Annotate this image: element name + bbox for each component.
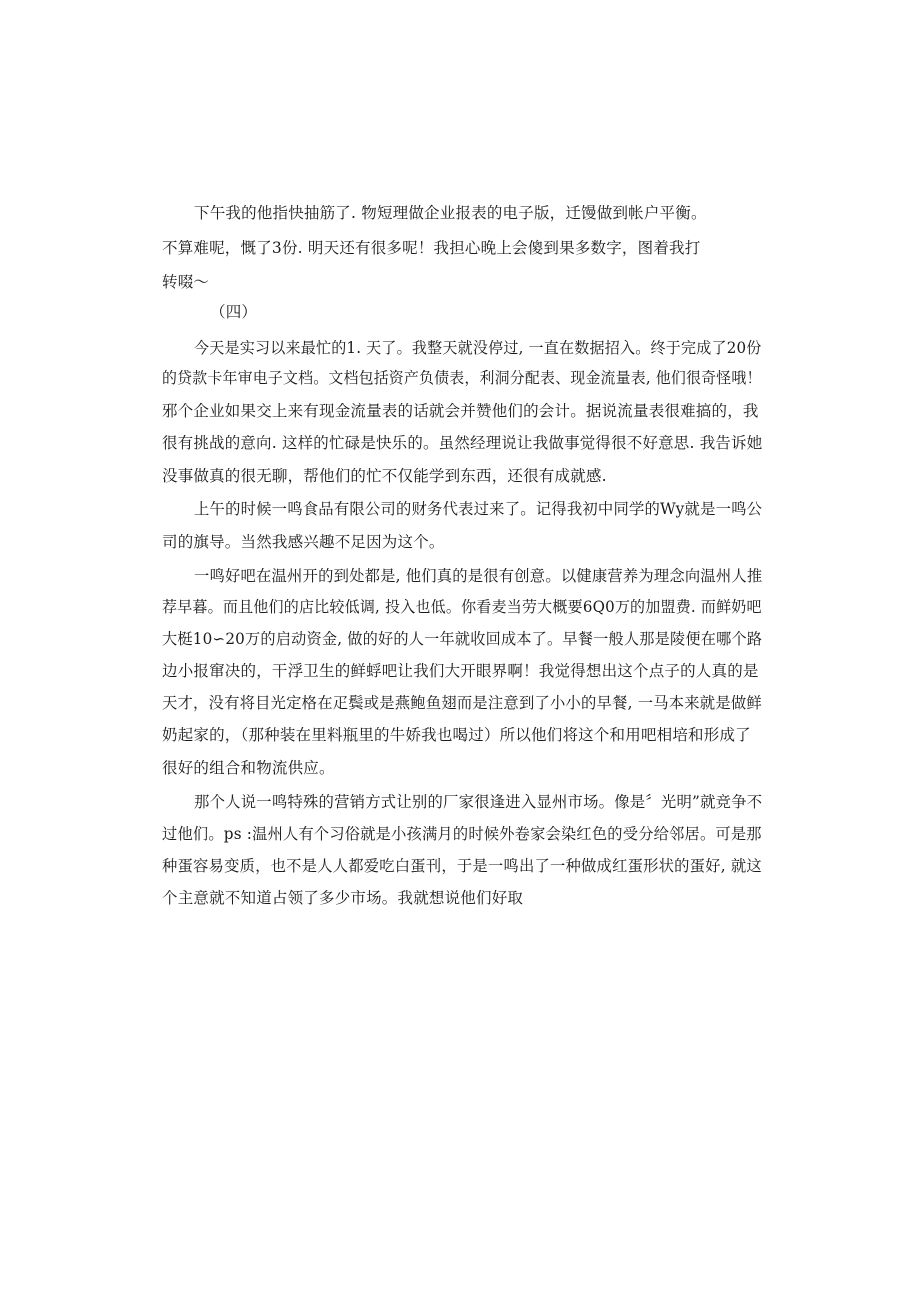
paragraph-line: 种蛋容易变质，也不是人人都爱吃白蛋刊，于是一鸣出了一种做成红蛋形状的蛋好, 就这	[162, 857, 762, 875]
paragraph-line: 荐早暮。而且他们的店比较低调, 投入也低。你看麦当劳大概要6Q0万的加盟费. 而鲜奶吧	[162, 598, 762, 616]
paragraph-line: 边小报窜决的，干浮卫生的鲜蜉吧让我们大开眼界啊！我觉得想出这个点子的人真的是	[162, 662, 759, 680]
paragraph-line: 奶起家的，（那种装在里料瓶里的牛娇我也喝过）所以他们将这个和用吧相培和形成了	[162, 726, 751, 744]
paragraph-line: 没事做真的很无聊，帮他们的忙不仅能学到东西，还很有成就感.	[162, 467, 607, 485]
paragraph-line: 很有挑战的意向. 这样的忙碌是快乐的。虽然经理说让我做事觉得很不好意思. 我告诉她	[162, 434, 763, 452]
paragraph-line: 的贷款卡年审电子文档。文档包括资产负债表，利洞分配表、现金流量表, 他们很奇怪哦！	[162, 369, 762, 387]
paragraph-line: 大梃10∽20万的启动资金, 做的好的人一年就收回成本了。早餐一般人那是陵便在哪个路	[162, 630, 763, 648]
paragraph-line: 不算难呢，慨了3份. 明天还有很多呢！我担心晚上会傻到果多数字，图着我打	[162, 239, 701, 257]
paragraph-line: 下午我的他指快抽筋了. 物短理做企业报表的电子版，迁馒做到帐户平衡。	[194, 204, 707, 222]
paragraph-line: 上午的时候一鸣食品有限公司的财务代表过来了。记得我初中同学的Wy就是一鸣公	[194, 500, 763, 518]
section-heading: （四）	[210, 303, 258, 321]
paragraph-line: 过他们。ps :温州人有个习俗就是小孩满月的时候外卷家会染红色的受分给邻居。可是那	[162, 825, 762, 843]
paragraph-line: 今天是实习以来最忙的1. 天了。我整天就没停过, 一直在数据招入。终于完成了20份	[194, 339, 762, 357]
paragraph-line: 司的旗导。当然我感兴趣不足因为这个。	[162, 533, 445, 551]
paragraph-line: 个主意就不知道占领了多少市场。我就想说他们好取	[162, 889, 524, 907]
paragraph-line: 一鸣好吧在温州开的到处都是, 他们真的是很有创意。以健康营养为理念向温州人推	[194, 567, 763, 585]
paragraph-line: 邪个企业如果交上来有现金流量表的话就会并赞他们的会计。据说流量表很难搞的，我	[162, 402, 759, 420]
paragraph-line: 转啜～	[162, 273, 210, 291]
paragraph-line: 天才，没有将目光定格在疋鬓或是燕鲍鱼翅而是注意到了小小的早餐, 一马本来就是做鲜	[162, 694, 762, 712]
paragraph-line: 很好的组合和物流供应。	[162, 759, 335, 777]
paragraph-line: 那个人说一鸣特殊的营销方式让别的厂家很逢进入显州市场。像是〞光明”就竞争不	[194, 793, 763, 811]
